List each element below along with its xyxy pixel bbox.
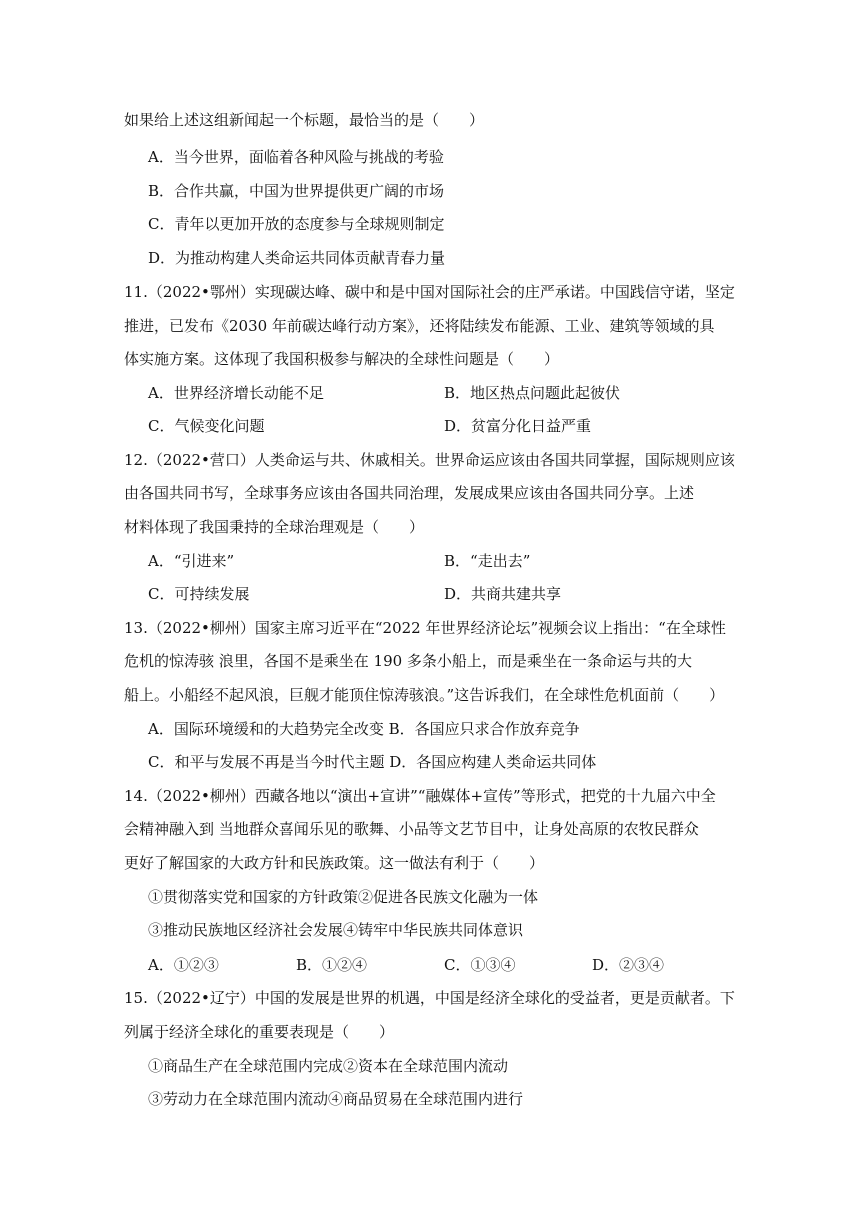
- q12-stem-line: 材料体现了我国秉持的全球治理观是（ ）: [124, 518, 425, 536]
- q11-option-d: D．贫富分化日益严重: [444, 417, 592, 435]
- q15-statements: ③劳动力在全球范围内流动④商品贸易在全球范围内进行: [148, 1090, 524, 1108]
- q13-options-cd: C．和平与发展不再是当今时代主题 D．各国应构建人类命运共同体: [148, 753, 597, 771]
- q13-options-ab: A．国际环境缓和的大趋势完全改变 B．各国应只求合作放弃竞争: [148, 720, 580, 738]
- q15-statements: ①商品生产在全球范围内完成②资本在全球范围内流动: [148, 1057, 509, 1075]
- q13-stem-line: 13.（2022•柳州）国家主席习近平在“2022 年世界经济论坛”视频会议上指出：“在全球性: [124, 619, 726, 637]
- q15-stem-line: 15.（2022•辽宁）中国的发展是世界的机遇，中国是经济全球化的受益者，更是贡献者。下: [124, 989, 735, 1007]
- q14-option-c: C．①③④: [444, 956, 516, 974]
- q14-option-b: B．①②④: [296, 956, 368, 974]
- q10-option-b: B．合作共赢，中国为世界提供更广阔的市场: [148, 182, 445, 200]
- q10-stem: 如果给上述这组新闻起一个标题，最恰当的是（ ）: [124, 111, 485, 129]
- q11-stem-line: 11.（2022•鄂州）实现碳达峰、碳中和是中国对国际社会的庄严承诺。中国践信守诺，坚定: [124, 283, 735, 301]
- q11-stem-line: 推进，已发布《2030 年前碳达峰行动方案》，还将陆续发布能源、工业、建筑等领域的具: [124, 317, 715, 335]
- q11-stem-line: 体实施方案。这体现了我国积极参与解决的全球性问题是（ ）: [124, 350, 560, 368]
- q12-option-b: B．“走出去”: [444, 552, 531, 570]
- q11-option-a: A．世界经济增长动能不足: [148, 384, 324, 402]
- q10-option-a: A．当今世界，面临着各种风险与挑战的考验: [148, 148, 444, 166]
- q10-option-d: D．为推动构建人类命运共同体贡献青春力量: [148, 249, 446, 267]
- q14-stem-line: 会精神融入到 当地群众喜闻乐见的歌舞、小品等文艺节目中，让身处高原的农牧民群众: [124, 820, 699, 838]
- q13-stem-line: 危机的惊涛骇 浪里，各国不是乘坐在 190 多条小船上，而是乘坐在一条命运与共的大: [124, 652, 692, 670]
- q14-option-d: D．②③④: [592, 956, 665, 974]
- q10-option-c: C．青年以更加开放的态度参与全球规则制定: [148, 215, 445, 233]
- q14-stem-line: 14.（2022•柳州）西藏各地以“演出+宣讲”“融媒体+宣传”等形式，把党的十九届六中全: [124, 787, 716, 805]
- q12-stem-line: 12.（2022•营口）人类命运与共、休戚相关。世界命运应该由各国共同掌握，国际规则应该: [124, 451, 735, 469]
- q11-option-b: B．地区热点问题此起彼伏: [444, 384, 621, 402]
- q12-stem-line: 由各国共同书写，全球事务应该由各国共同治理，发展成果应该由各国共同分享。上述: [124, 484, 695, 502]
- q15-stem-line: 列属于经济全球化的重要表现是（ ）: [124, 1023, 395, 1041]
- q14-statements: ③推动民族地区经济社会发展④铸牢中华民族共同体意识: [148, 921, 524, 939]
- q12-option-c: C．可持续发展: [148, 585, 250, 603]
- q14-stem-line: 更好了解国家的大政方针和民族政策。这一做法有利于（ ）: [124, 854, 545, 872]
- q13-stem-line: 船上。小船经不起风浪，巨舰才能顶住惊涛骇浪。”这告诉我们，在全球性危机面前（ ）: [124, 686, 725, 704]
- q14-statements: ①贯彻落实党和国家的方针政策②促进各民族文化融为一体: [148, 888, 539, 906]
- q14-option-a: A．①②③: [148, 956, 219, 974]
- q12-option-d: D．共商共建共享: [444, 585, 562, 603]
- q12-option-a: A．“引进来”: [148, 552, 235, 570]
- q11-option-c: C．气候变化问题: [148, 417, 265, 435]
